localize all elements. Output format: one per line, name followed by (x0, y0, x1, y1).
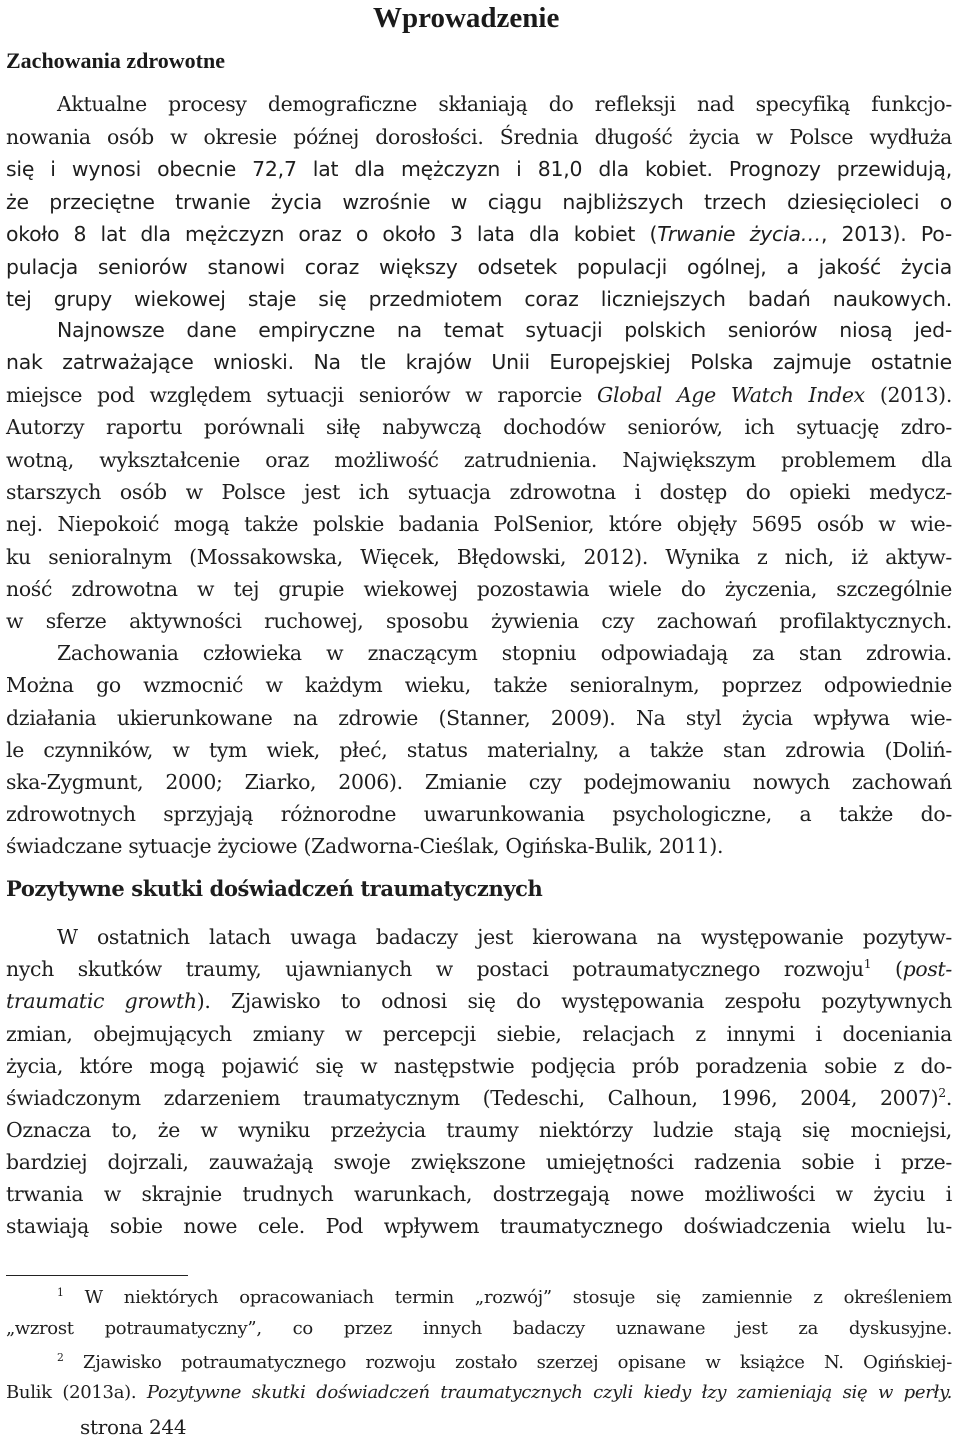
text-line: zdrowotnych sprzyjają różnorodne uwarunkowania psychologiczne, a także do- (6, 802, 952, 826)
footnote-text: Zjawisko potraumatycznego rozwoju zostało szerzej opisane w książce N. Ogińskiej- (63, 1352, 952, 1373)
footnote-rule (6, 1275, 188, 1276)
text-line: nak zatrważające wnioski. Na tle krajów Unii Europejskiej Polska zajmuje ostatnie (6, 350, 952, 374)
text-line: działania ukierunkowane na zdrowie (Stanner, 2009). Na styl życia wpływa wie- (6, 706, 952, 730)
text-span: , 2013). Po- (820, 222, 953, 246)
text-line: Najnowsze dane empiryczne na temat sytuacji polskich seniorów niosą jed- (57, 318, 952, 342)
text-span: nych skutków traumy, ujawnianych w postaci potraumatycznego rozwoju (6, 957, 864, 981)
page-number: strona 244 (80, 1415, 187, 1439)
text-line (6, 1086, 952, 1110)
citation-italic: Trwanie życia… (657, 222, 821, 246)
text-line: wotną, wykształcenie oraz możliwość zatrudnienia. Największym problemem dla (6, 448, 952, 472)
text-line: że przeciętne trwanie życia wzrośnie w ciągu najbliższych trzech dziesięcioleci o (6, 190, 952, 214)
section-heading: Pozytywne skutki doświadczeń traumatycznych (6, 876, 543, 901)
text-line: stawiają sobie nowe cele. Pod wpływem traumatycznego doświadczenia wielu lu- (6, 1214, 952, 1238)
book-title-italic: Pozytywne skutki doświadczeń traumatycznych czyli kiedy łzy zamieniają się w perły. (146, 1382, 952, 1403)
text-line: życia, które mogą pojawić się w następstwie podjęcia prób poradzenia sobie z do- (6, 1054, 952, 1078)
text-span: . (945, 1086, 952, 1110)
text-line: ska-Zygmunt, 2000; Ziarko, 2006). Zmianie czy podejmowaniu nowych zachowań (6, 770, 952, 794)
report-title-italic: Global Age Watch Index (597, 383, 865, 407)
footnote-2 (57, 1352, 952, 1373)
page-header-title: Wprowadzenie (373, 2, 560, 34)
text-span: miejsce pod względem sytuacji seniorów w raporcie (6, 383, 597, 407)
text-span: świadczonym zdarzeniem traumatycznym (Tedeschi, Calhoun, 1996, 2004, 2007) (6, 1086, 939, 1110)
text-line: le czynników, w tym wiek, płeć, status materialny, a także stan zdrowia (Doliń- (6, 738, 952, 762)
text-line (6, 383, 952, 407)
text-line: świadczane sytuacje życiowe (Zadworna-Cieślak, Ogińska-Bulik, 2011). (6, 834, 724, 858)
text-span: (2013). (864, 383, 952, 407)
text-line: bardziej dojrzali, zauważają swoje zwiększone umiejętności radzenia sobie i prze- (6, 1150, 952, 1174)
text-span: ( (871, 957, 903, 981)
footnote-marker: 1 (57, 1286, 64, 1299)
text-line: Można go wzmocnić w każdym wieku, także senioralnym, poprzez odpowiednie (6, 673, 952, 697)
text-line (6, 957, 952, 981)
text-line (6, 989, 952, 1013)
footnote-1 (57, 1287, 952, 1308)
text-line: zmian, obejmujących zmiany w percepcji siebie, relacjach z innymi i doceniania (6, 1022, 952, 1046)
text-span: około 8 lat dla mężczyzn oraz o około 3 lata dla kobiet ( (6, 222, 658, 246)
footnote-ref-1[interactable]: 1 (863, 957, 872, 972)
text-line: w sferze aktywności ruchowej, sposobu żywienia czy zachowań profilaktycznych. (6, 609, 952, 633)
term-italic: traumatic growth (6, 989, 197, 1013)
text-line: się i wynosi obecnie 72,7 lat dla mężczyzn i 81,0 dla kobiet. Prognozy przewidują, (6, 157, 952, 181)
footnote-ref-2[interactable]: 2 (938, 1086, 946, 1101)
text-line: tej grupy wiekowej staje się przedmiotem coraz liczniejszych badań naukowych. (6, 287, 952, 311)
text-line: trwania w skrajnie trudnych warunkach, dostrzegają nowe możliwości w życiu i (6, 1182, 952, 1206)
running-head: Zachowania zdrowotne (6, 48, 225, 73)
text-line: ku senioralnym (Mossakowska, Więcek, Błędowski, 2012). Wynika z nich, iż aktyw- (6, 545, 952, 569)
text-line: W ostatnich latach uwaga badaczy jest kierowana na występowanie pozytyw- (57, 925, 952, 949)
text-span: ). Zjawisko to odnosi się do występowania zespołu pozytywnych (196, 989, 952, 1013)
footnote-marker: 2 (57, 1351, 64, 1364)
footnote-text: W niektórych opracowaniach termin „rozwój” stosuje się zamiennie z określeniem (63, 1287, 952, 1308)
footnote-2-cont (6, 1382, 952, 1403)
text-line: Oznacza to, że w wyniku przeżycia traumy niektórzy ludzie stają się mocniejsi, (6, 1118, 952, 1142)
text-line: ność zdrowotna w tej grupie wiekowej pozostawia wiele do życzenia, szczególnie (6, 577, 952, 601)
text-line: Aktualne procesy demograficzne skłaniają do refleksji nad specyfiką funkcjo- (57, 92, 952, 116)
term-italic: post- (902, 957, 953, 981)
footnote-1-cont: „wzrost potraumatyczny”, co przez innych badaczy uznawane jest za dyskusyjne. (6, 1318, 952, 1339)
text-line: Zachowania człowieka w znaczącym stopniu odpowiadają za stan zdrowia. (57, 641, 952, 665)
text-line: nej. Niepokoić mogą także polskie badania PolSenior, które objęły 5695 osób w wie- (6, 512, 952, 536)
footnote-text: Bulik (2013a). (6, 1382, 147, 1403)
text-line: pulacja seniorów stanowi coraz większy odsetek populacji ogólnej, a jakość życia (6, 255, 952, 279)
text-line (6, 222, 952, 246)
text-line: Autorzy raportu porównali siłę nabywczą dochodów seniorów, ich sytuację zdro- (6, 415, 952, 439)
text-line: nowania osób w okresie późnej dorosłości. Średnia długość życia w Polsce wydłuża (6, 125, 952, 149)
text-line: starszych osób w Polsce jest ich sytuacja zdrowotna i dostęp do opieki medycz- (6, 480, 952, 504)
